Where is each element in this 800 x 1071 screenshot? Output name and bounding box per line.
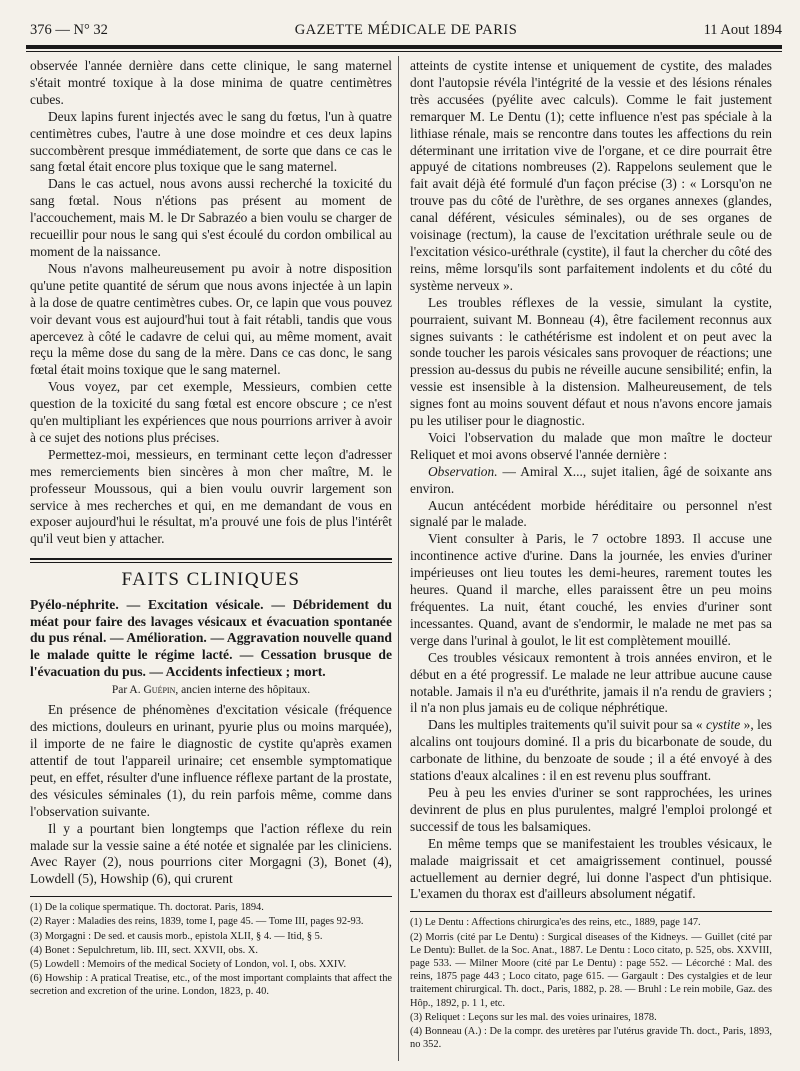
paragraph: observée l'année dernière dans cette clinique, le sang maternel s'était montré toxique à la dose minima de quatre centimètres cubes.	[30, 58, 392, 107]
footnote: (1) Le Dentu : Affections chirurgica'es des reins, etc., 1889, page 147.	[410, 917, 701, 929]
paragraph: Deux lapins furent injectés avec le sang du fœtus, l'un à quatre centimètres cubes, l'autre à une dose moindre et ces deux lapins succombèrent presque immédiatement, de sorte que dans ce cas le sang fœtal était encore plus toxique que le sang maternel.	[30, 108, 392, 175]
observation-label: Observation.	[428, 463, 498, 479]
paragraph	[410, 717, 772, 785]
paragraph: Permettez-moi, messieurs, en terminant cette leçon d'adresser mes remerciements bien sincères à mon cher maître, M. le professeur Moussous, qui a bien voulu ouvrir largement son service à mes recherches et qui, en me demandant de vous en exposer aujourd'hui le résultat, m'a prouvé une fois de plus l'intérêt qu'il veut bien y attacher.	[30, 446, 392, 547]
paragraph: Vient consulter à Paris, le 7 octobre 1893. Il accuse une incontinence active d'urine. Dans la journée, les envies d'uriner impérieuses ont lieu toutes les demi-heures, rarement toutes les heures. Quand il marche, elles paraissent être un peu moins fréquentes. La nuit, étant couché, les envies d'uriner sont incessantes. Quand, avant de s'endormir, le malade ne met pas sa verge dans l'urinal à goulot, le lit est complètement mouillé.	[410, 531, 772, 648]
footnote: (6) Howship : A pratical Treatise, etc., of the most important complaints that affect the secretion and excretion of the urine. London, 1823, p. 40.	[30, 973, 392, 998]
paragraph: En même temps que se manifestaient les troubles vésicaux, le malade maigrissait et cet amaigrissement continuel, poussé actuellement au dernier degré, lui donne l'aspect d'un phtisique. L'examen du thorax est d'ailleurs absolument négatif.	[410, 835, 772, 902]
paragraph: Nous n'avons malheureusement pu avoir à notre disposition qu'une petite quantité de sérum que nous avons injectée à un lapin à la dose de quatre centimètres cubes. Or, ce lapin que vous pouvez voir devant vous est aujourd'hui tout à fait rétabli, tandis que vous apercevez à côté le cadavre de celui qui, au même moment, avait reçu la même dose du sang de la mère. Dans ce cas donc, le sang fœtal était moins toxique que le sang maternel.	[30, 260, 392, 378]
case-title: Pyélo-néphrite. — Excitation vésicale. — Débridement du méat pour faire des lavages vésicaux et évacuation spontanée du pus rénal. — Amélioration. — Aggravation nouvelle quand le malade quitte le régime lacté. — Cessation brusque de l'évacuation du pus. — Accidents infectieux ; mort.	[30, 597, 392, 679]
paragraph: atteints de cystite intense et uniquement de cystite, des malades dont l'autopsie révéla l'intégrité de la vessie et des lésions rénales très accusées (pyélite avec calculs). Comme le fait justement remarquer M. Le Dentu (1); cette influence n'est pas spéciale à la lithiase rénale, mais se rencontre dans toutes les affections du rein déterminant une irritation vive de l'organe, et ce dire pourrait être appuyé de citations nombreuses (2). Rappelons seulement que le fait avait déjà été formulé d'un façon précise (3) : « Lorsqu'on ne trouve pas du côté de l'urèthre, de ses organes annexes (glandes, canal déférent, vésicules séminales), ou de ses organes de voisinage (rectum), la cause de l'excitation uréthrale seule ou de l'excitation vésico-uréthrale (cystite), il faut la chercher du côté des reins, même lorsqu'ils sont parfaitement indolents et du côté du système nerveux ».	[410, 58, 772, 293]
left-column	[30, 58, 392, 1000]
author-name: Guépin	[143, 684, 176, 697]
section-rule-thin	[30, 562, 392, 563]
paragraph: Peu à peu les envies d'uriner se sont rapprochées, les urines devinrent de plus en plus purulentes, malgré l'emploi prolongé et successif de tous les balsamiques.	[410, 784, 772, 834]
page-header	[30, 18, 782, 42]
footnote: (4) Bonet : Sepulchretum, lib. III, sect. XXVII, obs. X.	[30, 944, 258, 956]
footnote: (4) Bonneau (A.) : De la compr. des uretères par l'utérus gravide Th. doct., Paris, 1893, no 352.	[410, 1025, 772, 1051]
observation-text: — Amiral X..., sujet italien, âgé de soixante ans environ.	[410, 463, 772, 496]
paragraph: En présence de phénomènes d'excitation vésicale (fréquence des mictions, douleurs en urinant, pyurie plus ou moins marquée), il importe de ne faire le diagnostic de cystite qu'après examen attentif de tout l'appareil urinaire; cet ensemble symptomatique peut, en effet, résulter d'une influence réflexe partant de la prostate, des vésicules séminales (1), du rein parfois même, comme dans l'observation suivante.	[30, 702, 392, 819]
paragraph: Aucun antécédent morbide héréditaire ou personnel n'est signalé par le malade.	[410, 497, 772, 530]
paragraph: Il y a pourtant bien longtemps que l'action réflexe du rein malade sur la vessie saine a été notée et signalée par les cliniciens. Avec Rayer (2), nous pourrions citer Morgagni (3), Bonet (4), Lowdell (5), Howship (6), qui crurent	[30, 820, 392, 887]
journal-title: GAZETTE MÉDICALE DE PARIS	[294, 21, 518, 38]
paragraph: Vous voyez, par cet exemple, Messieurs, combien cette question de la toxicité du sang fœtal est encore obscure ; ce n'est qu'en multipliant les expériences que nous pourrions arriver à avoir à ce sujet des notions plus précises.	[30, 379, 392, 445]
paragraph: Voici l'observation du malade que mon maître le docteur Reliquet et moi avons observé l'année dernière :	[410, 429, 772, 462]
paragraph: Dans le cas actuel, nous avons aussi recherché la toxicité du sang fœtal. Nous n'étions pas présent au moment de l'accouchement, mais M. le Dr Sabrazéo a bien voulu se charger de recueillir pour nous le sang qui s'est écoulé du cordon ombilical au moment de la naissance.	[30, 176, 392, 259]
footnote: (1) De la colique spermatique. Th. doctorat. Paris, 1894.	[30, 902, 264, 914]
section-title: FAITS CLINIQUES	[121, 569, 301, 591]
text-span: », les alcalins ont toujours dominé. Il a pris du bicarbonate de soude, du carbonate de lithine, du benzoate de soude ; il a été envoyé à des stations d'eaux alcalines : il en est revenu plus souffrant.	[410, 717, 772, 784]
issue-date: 11 Aout 1894	[703, 21, 782, 38]
column-divider	[398, 56, 399, 1061]
text-span: Dans les multiples traitements qu'il suivit pour sa «	[428, 717, 707, 733]
footnotes-right	[410, 911, 772, 1051]
footnote: (2) Rayer : Maladies des reins, 1839, tome I, page 45. — Tome III, pages 92-93.	[30, 916, 364, 928]
footnote: (3) Morgagni : De sed. et causis morb., epistola XLII, § 4. — Itid, § 5.	[30, 930, 323, 942]
footnote: (2) Morris (cité par Le Dentu) : Surgical diseases of the Kidneys. — Guillet (cité par Le Dentu): Bullet. de la Soc. Anat., 1887. Le Dentu : Loco citato, p. 525, obs. XXVIII, page 533. — Milner Moore (cité par Le Dentu) : page 552. — Lécorché : Mal. des reins, 1875 page 443 ; Loco citato, page 615. — Gargault : Des cystalgies et de leur traitement chirurgical. Th. doct., Paris, 1882, p. 28. — Bruhl : Le rein mobile, Gaz. des Hôp., 1892, p. 1 1, etc.	[410, 931, 772, 1009]
paragraph: Ces troubles vésicaux remontent à trois années environ, et le début en a été progressif. Le malade ne leur attribue aucune cause notable. Jamais il n'a eu d'uréthrite, jamais il n'a rendu de graviers ; il n'a non plus jamais eu de colique néphrétique.	[410, 649, 772, 716]
page-number: 376 — N° 32	[30, 21, 108, 38]
section-rule	[30, 558, 392, 560]
header-rule	[26, 45, 782, 49]
footnote: (5) Lowdell : Memoirs of the medical Society of London, vol. I, obs. XXIV.	[30, 959, 347, 971]
paragraph	[410, 464, 772, 498]
header-rule-thin	[26, 51, 782, 52]
footnotes-left	[30, 896, 392, 998]
paragraph: Les troubles réflexes de la vessie, simulant la cystite, pourraient, suivant M. Bonneau (4), être facilement reconnus aux signes suivants : le cathétérisme est indolent et on peut avec la sonde toucher les parois vésicales sans provoquer de réactions; une pression au-dessus du pubis ne réveille aucune sensibilité; enfin, la vessie est insensible à la distension. Malheureusement, de tels signes font au moins souvent défaut et nous n'avons encore jamais pu les utiliser pour le diagnostic.	[410, 294, 772, 429]
footnote: (3) Reliquet : Leçons sur les mal. des voies urinaires, 1878.	[410, 1011, 657, 1023]
byline-prefix: Par A.	[111, 684, 141, 697]
byline	[30, 684, 392, 696]
right-column	[410, 58, 772, 1052]
byline-suffix: , ancien interne des hôpitaux.	[175, 684, 311, 697]
emphasis: cystite	[706, 717, 741, 733]
